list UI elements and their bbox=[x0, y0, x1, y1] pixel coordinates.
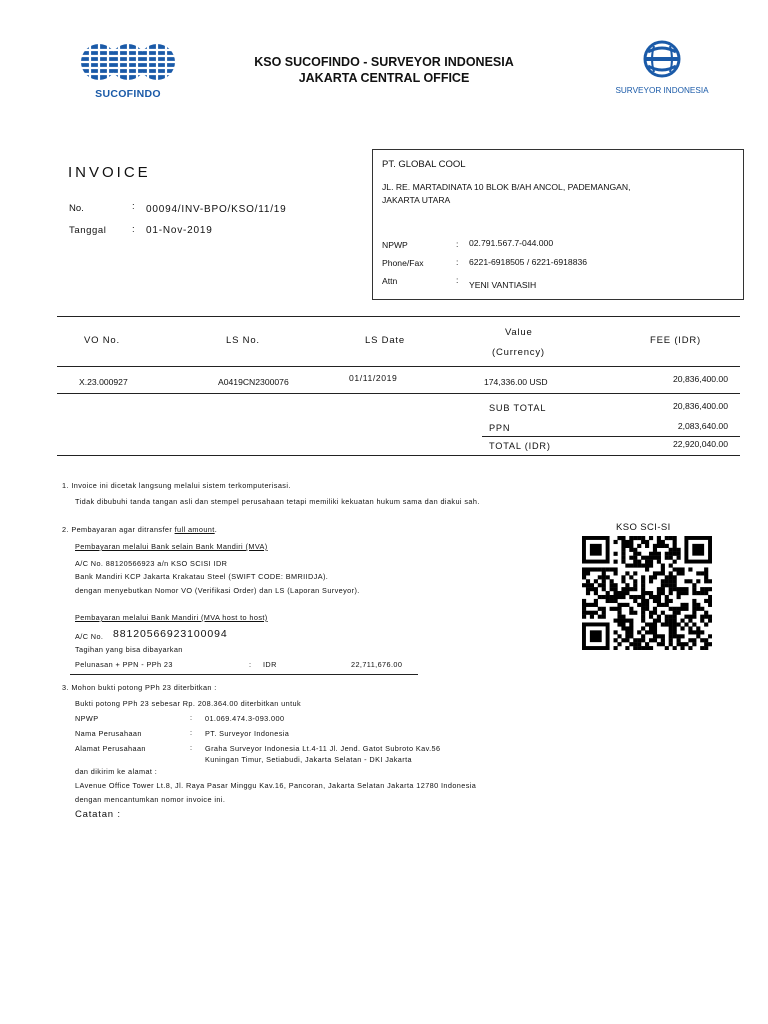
npwp-value: 01.069.474.3-093.000 bbox=[205, 714, 285, 723]
nama-label: Nama Perusahaan bbox=[75, 729, 142, 738]
ppn-value: 2,083,640.00 bbox=[677, 421, 728, 431]
qr-code bbox=[582, 536, 712, 650]
total-rule bbox=[482, 436, 740, 437]
host-heading: Pembayaran melalui Bank Mandiri (MVA host to host) bbox=[75, 613, 268, 622]
pelunasan-label: Pelunasan + PPN - PPh 23 bbox=[75, 660, 173, 669]
host-ac-label: A/C No. bbox=[75, 632, 104, 641]
note2-suffix: . bbox=[214, 525, 218, 534]
nama-value: PT. Surveyor Indonesia bbox=[205, 729, 290, 738]
alamat-value1: Graha Surveyor Indonesia Lt.4-11 Jl. Jend. Gatot Subroto Kav.56 bbox=[205, 744, 441, 753]
col-header-ls: LS No. bbox=[226, 335, 260, 346]
qr-finder-top-right bbox=[684, 536, 712, 564]
customer-attn-colon: : bbox=[456, 275, 459, 285]
customer-phone-value: 6221-6918505 / 6221-6918836 bbox=[469, 257, 588, 267]
surveyor-indonesia-logo bbox=[610, 40, 714, 96]
table-top-rule bbox=[57, 316, 740, 317]
host-ac-value: 88120566923100094 bbox=[113, 628, 228, 640]
note2-heading bbox=[62, 525, 217, 534]
mva-heading: Pembayaran melalui Bank selain Bank Mandiri (MVA) bbox=[75, 542, 268, 551]
invoice-no-value: 00094/INV-BPO/KSO/11/19 bbox=[146, 204, 287, 215]
row-vo: X.23.000927 bbox=[79, 377, 128, 387]
subtotal-label: SUB TOTAL bbox=[489, 403, 547, 413]
table-header-rule bbox=[57, 366, 740, 367]
alamat-kirim: LAvenue Office Tower Lt.8, Jl. Raya Pasar Minggu Kav.16, Pancoran, Jakarta Selatan Jakarta 12780 Indonesia bbox=[75, 781, 477, 790]
invoice-no-colon: : bbox=[132, 201, 135, 212]
customer-attn-label: Attn bbox=[382, 276, 398, 286]
mva-line1: A/C No. 88120566923 a/n KSO SCISI IDR bbox=[75, 559, 228, 568]
customer-attn-value: YENI VANTIASIH bbox=[469, 280, 537, 290]
pelunasan-currency: IDR bbox=[263, 660, 277, 669]
host-line2: Tagihan yang bisa dibayarkan bbox=[75, 645, 183, 654]
invoice-date-value: 01-Nov-2019 bbox=[146, 225, 213, 236]
catatan-label: Catatan : bbox=[75, 809, 121, 820]
total-value: 22,920,040.00 bbox=[673, 439, 728, 449]
npwp-label: NPWP bbox=[75, 714, 99, 723]
mva-line2: Bank Mandiri KCP Jakarta Krakatau Steel (SWIFT CODE: BMRIIDJA). bbox=[75, 572, 329, 581]
customer-npwp-colon: : bbox=[456, 239, 459, 249]
customer-address-line1: JL. RE. MARTADINATA 10 BLOK B/AH ANCOL, PADEMANGAN, bbox=[382, 182, 631, 192]
col-header-ls-date: LS Date bbox=[365, 335, 405, 346]
qr-label: KSO SCI-SI bbox=[616, 522, 671, 533]
mencantumkan-line: dengan mencantumkan nomor invoice ini. bbox=[75, 795, 226, 804]
col-header-value: Value bbox=[505, 327, 533, 338]
header-title-line1: KSO SUCOFINDO - SURVEYOR INDONESIA bbox=[254, 55, 514, 69]
pelunasan-rule bbox=[70, 674, 418, 675]
customer-box bbox=[372, 149, 744, 300]
customer-npwp-label: NPWP bbox=[382, 240, 408, 250]
col-header-vo: VO No. bbox=[84, 335, 120, 346]
note1-line1: 1. Invoice ini dicetak langsung melalui sistem terkomputerisasi. bbox=[62, 481, 291, 490]
row-fee: 20,836,400.00 bbox=[673, 374, 728, 384]
customer-phone-colon: : bbox=[456, 257, 459, 267]
customer-name: PT. GLOBAL COOL bbox=[382, 159, 466, 170]
subtotal-value: 20,836,400.00 bbox=[673, 401, 728, 411]
note1-line2: Tidak dibubuhi tanda tangan asli dan stempel perusahaan tetapi memiliki kekuatan hukum sama dan diakui sah. bbox=[75, 497, 480, 506]
customer-address-line2: JAKARTA UTARA bbox=[382, 195, 451, 205]
dikirim-line: dan dikirim ke alamat : bbox=[75, 767, 158, 776]
ppn-label: PPN bbox=[489, 423, 511, 433]
table-row-rule bbox=[57, 393, 740, 394]
surveyor-indonesia-logo-text: SURVEYOR INDONESIA bbox=[615, 86, 709, 95]
npwp-colon: : bbox=[190, 713, 193, 722]
note3-heading: 3. Mohon bukti potong PPh 23 diterbitkan : bbox=[62, 683, 217, 692]
invoice-date-label: Tanggal bbox=[69, 225, 107, 236]
note2-prefix: 2. Pembayaran agar ditransfer bbox=[62, 525, 175, 534]
col-header-fee: FEE (IDR) bbox=[650, 335, 702, 346]
sucofindo-logo bbox=[80, 42, 176, 100]
header-title-line2: JAKARTA CENTRAL OFFICE bbox=[298, 71, 470, 85]
note2-full-amount: full amount bbox=[174, 525, 215, 534]
invoice-date-colon: : bbox=[132, 224, 135, 235]
invoice-heading: INVOICE bbox=[68, 164, 151, 181]
pelunasan-colon: : bbox=[249, 660, 252, 669]
invoice-no-label: No. bbox=[69, 203, 84, 214]
qr-finder-bottom-left bbox=[582, 622, 610, 650]
customer-npwp-value: 02.791.567.7-044.000 bbox=[469, 238, 554, 248]
sucofindo-logo-text: SUCOFINDO bbox=[95, 88, 161, 100]
alamat-colon: : bbox=[190, 743, 193, 752]
col-header-currency: (Currency) bbox=[492, 347, 545, 358]
pelunasan-value: 22,711,676.00 bbox=[351, 660, 403, 669]
note3-line1: Bukti potong PPh 23 sebesar Rp. 208.364.00 diterbitkan untuk bbox=[75, 699, 302, 708]
alamat-value2: Kuningan Timur, Setiabudi, Jakarta Selatan - DKI Jakarta bbox=[205, 755, 412, 764]
customer-phone-label: Phone/Fax bbox=[382, 258, 424, 268]
qr-finder-top-left bbox=[582, 536, 610, 564]
nama-colon: : bbox=[190, 728, 193, 737]
table-bottom-rule bbox=[57, 455, 740, 456]
total-label: TOTAL (IDR) bbox=[489, 441, 551, 451]
mva-line3: dengan menyebutkan Nomor VO (Verifikasi Order) dan LS (Laporan Surveyor). bbox=[75, 586, 360, 595]
row-value: 174,336.00 USD bbox=[484, 377, 548, 387]
row-ls: A0419CN2300076 bbox=[218, 377, 289, 387]
alamat-label: Alamat Perusahaan bbox=[75, 744, 146, 753]
row-ls-date: 01/11/2019 bbox=[349, 373, 398, 383]
